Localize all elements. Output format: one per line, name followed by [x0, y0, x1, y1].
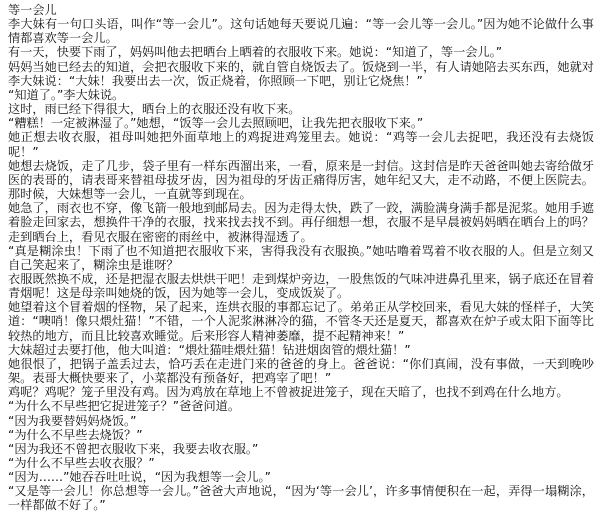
paragraph: “又是等一会儿！你总想等一会儿。”爸爸大声地说，“因为‘等一会儿’，许多事情便积在一起，弄得一塌糊涂，一样都做不好了。”	[8, 484, 594, 513]
document-title: 等一会儿	[8, 3, 57, 17]
paragraph: 有一天，快要下雨了，妈妈叫他去把晒台上晒着的衣服收下来。她说：“知道了，等一会儿。”	[8, 45, 503, 60]
paragraph: “因为……”她吞吞吐吐说，“因为我想等一会儿。”	[8, 470, 271, 485]
paragraph: 这时，雨已经下得很大，晒台上的衣服还没有收下来。	[8, 102, 301, 117]
paragraph: 妈妈当她已经去的知道，会把衣服收下来的，就自管自烧饭去了。饭烧到一半，有人请她陪去买东西，她就对李大妹说：“大妹！我要出去一次，饭正烧着，你照顾一下吧，别让它烧焦！”	[8, 59, 594, 88]
paragraph: 她急了，雨衣也不穿，像飞箭一般地到邮局去。因为走得太快，跌了一跤，满脸满身满手都是泥浆。她用手遮着脸走回家去，想换件干净的衣服，找来找去找不到。再仔细想一想，衣服不是早晨被妈妈晒在晒台上的吗？走到晒台上，看见衣服在密密的雨丝中，被淋得湿透了。	[8, 201, 594, 244]
paragraph: “为什么不早些去烧饭？”	[8, 427, 143, 442]
paragraph: 她望着这个冒着烟的怪物，呆了起来，连烘衣服的事都忘记了。弟弟正从学校回来，看见大妹的怪样子，大笑道：“噢哨！像只煨灶猫！”不错，一个人泥浆淋淋冷的猫，不管冬天还是夏天，都喜欢在炉子或太阳下面等比较热的地方，而且比较喜欢睡觉。后来形容人精神萎靡，提不起精神来！”	[8, 300, 594, 343]
paragraph: 李大妹有一句口头语，叫作“等一会儿”。这句话她每天要说几遍：“等一会儿等一会儿。”因为她不论做什么事情都喜欢等一会儿。	[8, 17, 594, 46]
paragraph: 衣服既然换不成，还是把湿衣服去烘烘干吧！走到煤炉旁边，一股焦饭的气味冲进鼻孔里来，锅子底还在冒着青烟呢！这是母亲叫她烧的饭，因为她等一会儿，变成饭炭了。	[8, 271, 594, 301]
paragraph: 鸡呢？鸡呢？笼子里没有鸡。因为鸡放在草地上不曾被捉进笼子，现在天暗了，也找不到鸡在什么地方。	[8, 385, 569, 400]
paragraph: “因为我要替妈妈烧饭。”	[8, 413, 137, 428]
paragraph: “糟糕！一定被淋湿了。”她想，“饭等一会儿去照顾吧，让我先把衣服收下来。”	[8, 116, 424, 131]
paragraph: “为什么不早些把它捉进笼子？”爸爸问道。	[8, 399, 241, 414]
paragraph: “因为我还不曾把衣服收下来，我要去收衣服。”	[8, 441, 259, 456]
paragraph: “真是糊涂虫！下雨了也不知道把衣服收下来，害得我没有衣服换。”她咕噜着骂着不收衣服的人。但是立刻又自己笑起来了，糊涂虫是谁呀？	[8, 243, 594, 272]
paragraph: “知道了。”李大妹说。	[8, 87, 125, 102]
paragraph: 大妹超过去要打他，他大叫道：“煨灶猫哇煨灶猫！钻进烟囱管的煨灶猫！”	[8, 342, 411, 357]
paragraph: 她正想去收衣服，祖母叫她把外面草地上的鸡捉进鸡笼里去。她说：“鸡等一会儿去捉吧，我还没有去烧饭呢！”	[8, 130, 594, 159]
paragraph: “为什么不早些去收衣服？”	[8, 456, 155, 470]
paragraph: 她很恨了，把锅子盖丢过去，恰巧丢在走进门来的爸爸的身上。爸爸说：“你们真闹，没有事做，一天到晚吵架。表哥大概快要来了，小菜都没有预备好，把鸡宰了吧！”	[8, 356, 594, 386]
paragraph: 她想去烧饭，走了几步，袋子里有一样东西溜出来，一看，原来是一封信。这封信是昨天爸爸叫她去寄给做牙医的表哥的，请表哥来替祖母拔牙齿，因为祖母的牙齿正痛得厉害，她年纪又大，走不动路，不便上医院去。那时候，大妹想等一会儿，一直就等到现在。	[8, 158, 594, 202]
